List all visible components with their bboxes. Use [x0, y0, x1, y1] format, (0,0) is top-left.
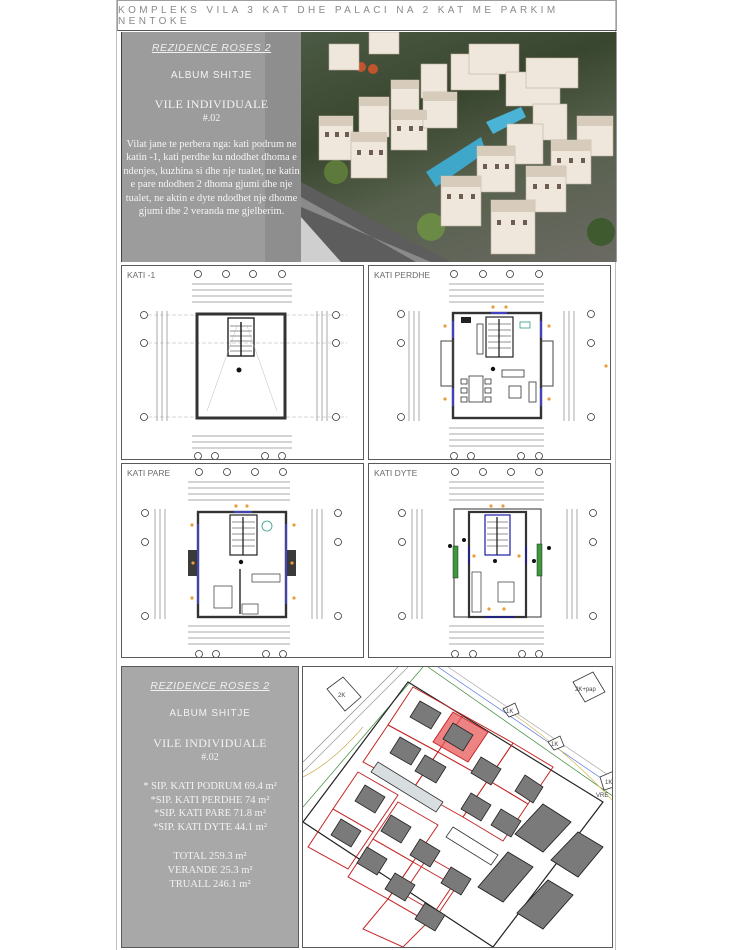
plot-area: TRUALL 246.1 m² [169, 878, 251, 890]
floor-plan-second [368, 463, 611, 658]
floor-areas-list [122, 780, 298, 834]
plan-label: KATI PERDHE [374, 270, 431, 280]
floor-plan-drawing [369, 464, 611, 658]
floor-plan-first [121, 463, 364, 658]
floor-plan-basement [121, 265, 364, 460]
project-name: REZIDENCE ROSES 2 [151, 42, 272, 54]
project-name: REZIDENCE ROSES 2 [150, 680, 270, 692]
label-2k: 2K [338, 693, 346, 699]
site-plan [302, 666, 613, 948]
plan-label: KATI -1 [127, 270, 156, 280]
page-header [117, 0, 617, 31]
total-area: TOTAL 259.3 m² [173, 851, 247, 863]
area-basement: * SIP. KATI PODRUM 69.4 m² [143, 781, 277, 792]
album-label: ALBUM SHITJE [169, 708, 251, 719]
plan-label: KATI PARE [127, 468, 171, 478]
area-first: *SIP. KATI PARE 71.8 m² [154, 808, 266, 820]
site-plan-drawing [303, 667, 613, 948]
brochure-page [116, 0, 616, 950]
floor-plan-ground [368, 265, 611, 460]
header-title: KOMPLEKS VILA 3 KAT DHE PALACI NA 2 KAT ME PARKIM NENTOKE [118, 4, 559, 27]
villa-number: #.02 [201, 752, 219, 763]
album-label: ALBUM SHITJE [170, 70, 253, 81]
floor-plan-drawing [369, 266, 611, 460]
villa-type: VILE INDIVIDUALE [153, 736, 267, 750]
floor-plan-drawing [122, 266, 364, 460]
info-panel-bottom [121, 666, 299, 948]
area-ground: *SIP. KATI PERDHE 74 m² [150, 794, 270, 806]
plan-label: KATI DYTE [374, 468, 418, 478]
villa-description: Vilat jane te perbera nga: kati podrum ne katin -1, kati perdhe ku ndodhet dhoma e ndenjes, kuzhina si dhe nje tualet, ne katin e pare ndodhen 2 dhoma gjumi dhe nje tualet, ne aktin e dyte ndodhet nje dhome gjumi dhe 2 veranda me gjelberim. [123, 139, 300, 218]
label-vre: VRE [596, 793, 609, 799]
aerial-render-graphic [301, 32, 617, 262]
label-1k-b: 1K [551, 742, 559, 748]
info-panel-top [121, 32, 301, 262]
label-1k-c: 1K [605, 780, 613, 786]
label-2k-pap: 2K+pap [575, 687, 596, 693]
aerial-render-image [301, 32, 617, 262]
area-second: *SIP. KATI DYTE 44.1 m² [153, 821, 267, 833]
villa-number: #.02 [202, 113, 221, 124]
villa-type: VILE INDIVIDUALE [154, 97, 269, 111]
veranda-area: VERANDE 25.3 m² [167, 864, 253, 876]
label-1k-a: 1K [506, 709, 514, 715]
totals-list [122, 850, 298, 891]
floor-plan-drawing [122, 464, 364, 658]
